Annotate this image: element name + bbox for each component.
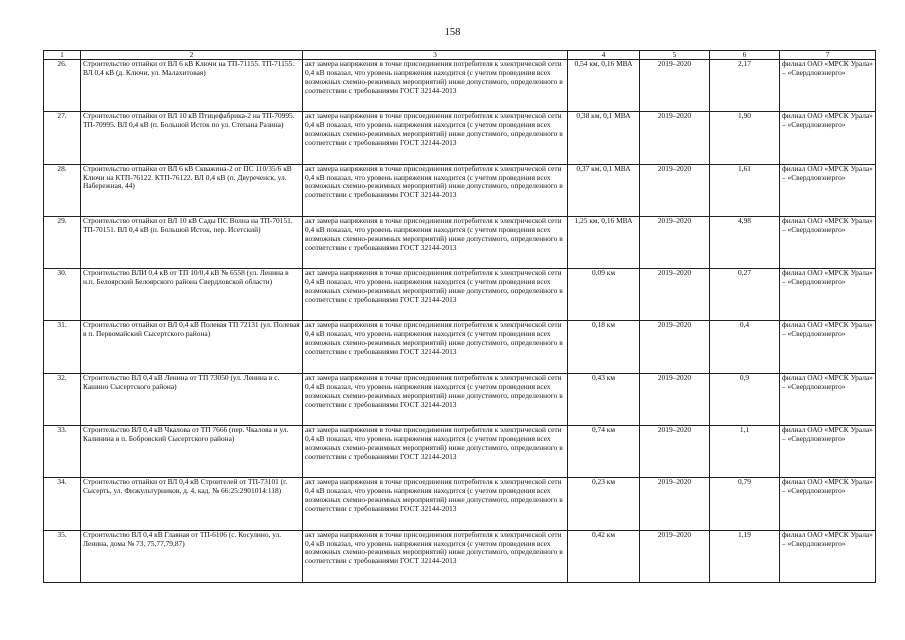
organization: филиал ОАО «МРСК Урала» – «Свердловэнерго» (780, 321, 876, 373)
organization: филиал ОАО «МРСК Урала» – «Свердловэнерго» (780, 478, 876, 530)
justification: акт замера напряжения в точке присоединения потребителя к электрической сети 0,4 кВ показал, что уровень напряжения находится (с учетом проведения всех возможных схемно-режимных мероприятий) ниже допустимого, определенного в соответствии с требованиями ГОСТ 32144-2013 (303, 269, 568, 321)
length-capacity: 0,09 км (568, 269, 640, 321)
column-header: 6 (710, 51, 780, 60)
length-capacity: 0,54 км, 0,16 МВА (568, 60, 640, 112)
implementation-period: 2019–2020 (640, 373, 710, 425)
column-header: 5 (640, 51, 710, 60)
table-row (44, 60, 876, 112)
cost-value: 2,17 (710, 60, 780, 112)
length-capacity: 0,23 км (568, 478, 640, 530)
object-description: Строительство ВЛ 0,4 кВ Главная от ТП-6106 (с. Косулино, ул. Ленина, дома № 73, 75,77,79,87) (81, 530, 303, 582)
justification: акт замера напряжения в точке присоединения потребителя к электрической сети 0,4 кВ показал, что уровень напряжения находится (с учетом проведения всех возможных схемно-режимных мероприятий) ниже допустимого, определенного в соответствии с требованиями ГОСТ 32144-2013 (303, 426, 568, 478)
implementation-period: 2019–2020 (640, 321, 710, 373)
object-description: Строительство ВЛИ 0,4 кВ от ТП 10/0,4 кВ № 6558 (ул. Ленина в н.п. Белоярский Белоярского района Свердловской области) (81, 269, 303, 321)
implementation-period: 2019–2020 (640, 112, 710, 164)
organization: филиал ОАО «МРСК Урала» – «Свердловэнерго» (780, 373, 876, 425)
cost-value: 0,9 (710, 373, 780, 425)
object-description: Строительство отпайки от ВЛ 6 кВ Ключи на ТП-71155. ТП-71155. ВЛ 0,4 кВ (д. Ключи, ул. Малахитовая) (81, 60, 303, 112)
length-capacity: 0,74 км (568, 426, 640, 478)
cost-value: 0,27 (710, 269, 780, 321)
justification: акт замера напряжения в точке присоединения потребителя к электрической сети 0,4 кВ показал, что уровень напряжения находится (с учетом проведения всех возможных схемно-режимных мероприятий) ниже допустимого, определенного в соответствии с требованиями ГОСТ 32144-2013 (303, 112, 568, 164)
object-description: Строительство отпайки от ВЛ 10 кВ Птицефабрика-2 на ТП-70995. ТП-70995. ВЛ 0,4 кВ (п. Большой Исток по ул. Степана Разина) (81, 112, 303, 164)
column-header: 3 (303, 51, 568, 60)
object-description: Строительство ВЛ 0,4 кВ Ленина от ТП 73050 (ул. Ленина в с. Кашино Сысертского района) (81, 373, 303, 425)
implementation-period: 2019–2020 (640, 216, 710, 268)
page-number: 158 (444, 27, 461, 38)
object-description: Строительство ВЛ 0,4 кВ Чкалова от ТП 7666 (пер. Чкалова и ул. Калинина в п. Бобровский Сысертского района) (81, 426, 303, 478)
implementation-period: 2019–2020 (640, 530, 710, 582)
length-capacity: 1,25 км, 0,16 МВА (568, 216, 640, 268)
cost-value: 4,98 (710, 216, 780, 268)
row-number: 33. (44, 426, 81, 478)
length-capacity: 0,37 км, 0,1 МВА (568, 164, 640, 216)
table-row (44, 373, 876, 425)
row-number: 32. (44, 373, 81, 425)
justification: акт замера напряжения в точке присоединения потребителя к электрической сети 0,4 кВ показал, что уровень напряжения находится (с учетом проведения всех возможных схемно-режимных мероприятий) ниже допустимого, определенного в соответствии с требованиями ГОСТ 32144-2013 (303, 530, 568, 582)
column-header: 4 (568, 51, 640, 60)
organization: филиал ОАО «МРСК Урала» – «Свердловэнерго» (780, 216, 876, 268)
justification: акт замера напряжения в точке присоединения потребителя к электрической сети 0,4 кВ показал, что уровень напряжения находится (с учетом проведения всех возможных схемно-режимных мероприятий) ниже допустимого, определенного в соответствии с требованиями ГОСТ 32144-2013 (303, 216, 568, 268)
row-number: 35. (44, 530, 81, 582)
object-description: Строительство отпайки от ВЛ 0,4 кВ Строителей от ТП-73101 (г. Сысерть, ул. Физкультурников, д. 4, кад. № 66:25:2901014:118) (81, 478, 303, 530)
table-row (44, 112, 876, 164)
row-number: 27. (44, 112, 81, 164)
object-description: Строительство отпайки от ВЛ 6 кВ Скважина-2 от ПС 110/35/6 кВ Ключи на КТП-76122. КТП-76122. ВЛ 0,4 кВ (п. Двуреченск, ул. Набережная, 44) (81, 164, 303, 216)
row-number: 34. (44, 478, 81, 530)
row-number: 29. (44, 216, 81, 268)
row-number: 28. (44, 164, 81, 216)
table-row (44, 530, 876, 582)
cost-value: 1,61 (710, 164, 780, 216)
table-row (44, 478, 876, 530)
organization: филиал ОАО «МРСК Урала» – «Свердловэнерго» (780, 426, 876, 478)
table-row (44, 426, 876, 478)
table-row (44, 269, 876, 321)
cost-value: 0,4 (710, 321, 780, 373)
justification: акт замера напряжения в точке присоединения потребителя к электрической сети 0,4 кВ показал, что уровень напряжения находится (с учетом проведения всех возможных схемно-режимных мероприятий) ниже допустимого, определенного в соответствии с требованиями ГОСТ 32144-2013 (303, 373, 568, 425)
justification: акт замера напряжения в точке присоединения потребителя к электрической сети 0,4 кВ показал, что уровень напряжения находится (с учетом проведения всех возможных схемно-режимных мероприятий) ниже допустимого, определенного в соответствии с требованиями ГОСТ 32144-2013 (303, 60, 568, 112)
table-row (44, 164, 876, 216)
length-capacity: 0,43 км (568, 373, 640, 425)
table-row (44, 321, 876, 373)
length-capacity: 0,18 км (568, 321, 640, 373)
organization: филиал ОАО «МРСК Урала» – «Свердловэнерго» (780, 530, 876, 582)
investment-table (43, 50, 876, 583)
justification: акт замера напряжения в точке присоединения потребителя к электрической сети 0,4 кВ показал, что уровень напряжения находится (с учетом проведения всех возможных схемно-режимных мероприятий) ниже допустимого, определенного в соответствии с требованиями ГОСТ 32144-2013 (303, 164, 568, 216)
cost-value: 1,1 (710, 426, 780, 478)
cost-value: 0,79 (710, 478, 780, 530)
column-header: 7 (780, 51, 876, 60)
organization: филиал ОАО «МРСК Урала» – «Свердловэнерго» (780, 60, 876, 112)
implementation-period: 2019–2020 (640, 478, 710, 530)
cost-value: 1,19 (710, 530, 780, 582)
organization: филиал ОАО «МРСК Урала» – «Свердловэнерго» (780, 112, 876, 164)
implementation-period: 2019–2020 (640, 269, 710, 321)
row-number: 31. (44, 321, 81, 373)
length-capacity: 0,38 км, 0,1 МВА (568, 112, 640, 164)
organization: филиал ОАО «МРСК Урала» – «Свердловэнерго» (780, 164, 876, 216)
row-number: 30. (44, 269, 81, 321)
object-description: Строительство отпайки от ВЛ 10 кВ Сады ПС Волна на ТП-70151. ТП-70151. ВЛ 0,4 кВ (п. Большой Исток, пер. Исетский) (81, 216, 303, 268)
implementation-period: 2019–2020 (640, 164, 710, 216)
column-header: 1 (44, 51, 81, 60)
cost-value: 1,90 (710, 112, 780, 164)
justification: акт замера напряжения в точке присоединения потребителя к электрической сети 0,4 кВ показал, что уровень напряжения находится (с учетом проведения всех возможных схемно-режимных мероприятий) ниже допустимого, определенного в соответствии с требованиями ГОСТ 32144-2013 (303, 478, 568, 530)
length-capacity: 0,42 км (568, 530, 640, 582)
table-row (44, 216, 876, 268)
object-description: Строительство отпайки от ВЛ 0,4 кВ Полевая ТП 72131 (ул. Полевая в п. Первомайский Сысертского района) (81, 321, 303, 373)
implementation-period: 2019–2020 (640, 60, 710, 112)
row-number: 26. (44, 60, 81, 112)
column-header: 2 (81, 51, 303, 60)
justification: акт замера напряжения в точке присоединения потребителя к электрической сети 0,4 кВ показал, что уровень напряжения находится (с учетом проведения всех возможных схемно-режимных мероприятий) ниже допустимого, определенного в соответствии с требованиями ГОСТ 32144-2013 (303, 321, 568, 373)
implementation-period: 2019–2020 (640, 426, 710, 478)
organization: филиал ОАО «МРСК Урала» – «Свердловэнерго» (780, 269, 876, 321)
